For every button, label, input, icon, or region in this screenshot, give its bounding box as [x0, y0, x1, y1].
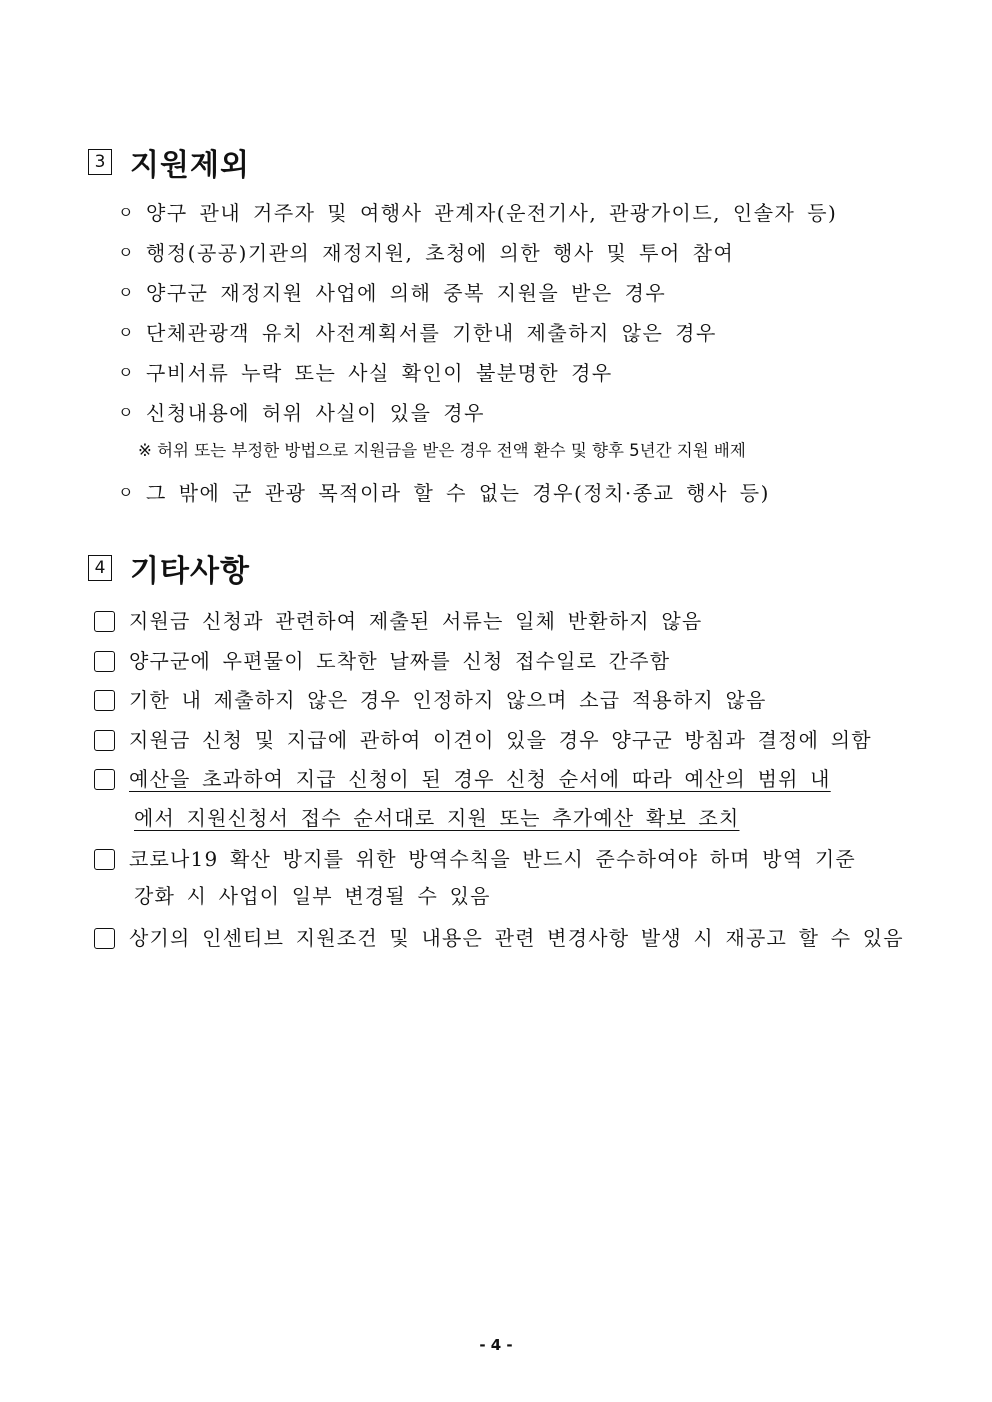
- checklist-item: [94, 727, 872, 753]
- section-number-box: 3: [88, 149, 112, 175]
- page-number: - 4 -: [479, 1336, 513, 1354]
- section-4-heading: [88, 546, 250, 590]
- checkbox-square-icon: [94, 611, 115, 632]
- exclusion-item-text: 구비서류 누락 또는 사실 확인이 불분명한 경우: [146, 361, 613, 385]
- checklist-item: [94, 925, 904, 951]
- exclusion-item: [118, 280, 666, 306]
- checklist-item-text: 양구군에 우편물이 도착한 날짜를 신청 접수일로 간주함: [129, 649, 671, 673]
- checklist-item: [94, 608, 702, 634]
- circle-bullet-icon: ㅇ: [118, 203, 134, 222]
- exclusion-item: [118, 200, 837, 226]
- circle-bullet-icon: ㅇ: [118, 283, 134, 302]
- checklist-item-continuation: 에서 지원신청서 접수 순서대로 지원 또는 추가예산 확보 조치: [134, 806, 740, 830]
- circle-bullet-icon: ㅇ: [118, 483, 134, 502]
- exclusion-item: [118, 400, 485, 426]
- section-number-box: 4: [88, 555, 112, 581]
- section-title: 기타사항: [130, 554, 250, 589]
- exclusion-item: [118, 320, 717, 346]
- checkbox-square-icon: [94, 769, 115, 790]
- section-title: 지원제외: [130, 148, 250, 183]
- checklist-item-text: 코로나19 확산 방지를 위한 방역수칙을 반드시 준수하여야 하며 방역 기준: [129, 847, 856, 871]
- checkbox-square-icon: [94, 690, 115, 711]
- checklist-item-text: 지원금 신청과 관련하여 제출된 서류는 일체 반환하지 않음: [129, 609, 703, 633]
- exclusion-item: [118, 240, 734, 266]
- circle-bullet-icon: ㅇ: [118, 363, 134, 382]
- exclusion-item-text: 양구 관내 거주자 및 여행사 관계자(운전기사, 관광가이드, 인솔자 등): [146, 201, 838, 225]
- exclusion-item-text: 행정(공공)기관의 재정지원, 초청에 의한 행사 및 투어 참여: [146, 241, 735, 265]
- checklist-item-text: 지원금 신청 및 지급에 관하여 이견이 있을 경우 양구군 방침과 결정에 의함: [129, 728, 872, 752]
- exclusion-item: [118, 360, 613, 386]
- exclusion-item-text: 그 밖에 군 관광 목적이라 할 수 없는 경우(정치·종교 행사 등): [146, 481, 770, 505]
- section-3-heading: [88, 140, 250, 184]
- checklist-item-continuation: 강화 시 사업이 일부 변경될 수 있음: [134, 884, 491, 908]
- checklist-item: [94, 846, 856, 872]
- checkbox-square-icon: [94, 928, 115, 949]
- checklist-item: [94, 687, 767, 713]
- checkbox-square-icon: [94, 730, 115, 751]
- circle-bullet-icon: ㅇ: [118, 323, 134, 342]
- checklist-item: [94, 766, 831, 792]
- checkbox-square-icon: [94, 651, 115, 672]
- circle-bullet-icon: ㅇ: [118, 243, 134, 262]
- exclusion-item-text: 신청내용에 허위 사실이 있을 경우: [146, 401, 485, 425]
- exclusion-item: [118, 480, 770, 506]
- checklist-item: [94, 648, 670, 674]
- exclusion-item-text: 단체관광객 유치 사전계획서를 기한내 제출하지 않은 경우: [146, 321, 717, 345]
- checklist-item-text: 기한 내 제출하지 않은 경우 인정하지 않으며 소급 적용하지 않음: [129, 688, 767, 712]
- checkbox-square-icon: [94, 849, 115, 870]
- exclusion-item-text: 양구군 재정지원 사업에 의해 중복 지원을 받은 경우: [146, 281, 667, 305]
- checklist-item-text: 상기의 인센티브 지원조건 및 내용은 관련 변경사항 발생 시 재공고 할 수 있음: [129, 926, 904, 950]
- checklist-item-text: 예산을 초과하여 지급 신청이 된 경우 신청 순서에 따라 예산의 범위 내: [129, 767, 831, 791]
- circle-bullet-icon: ㅇ: [118, 403, 134, 422]
- note-text: ※ 허위 또는 부정한 방법으로 지원금을 받은 경우 전액 환수 및 향후 5년간 지원 배제: [138, 441, 746, 460]
